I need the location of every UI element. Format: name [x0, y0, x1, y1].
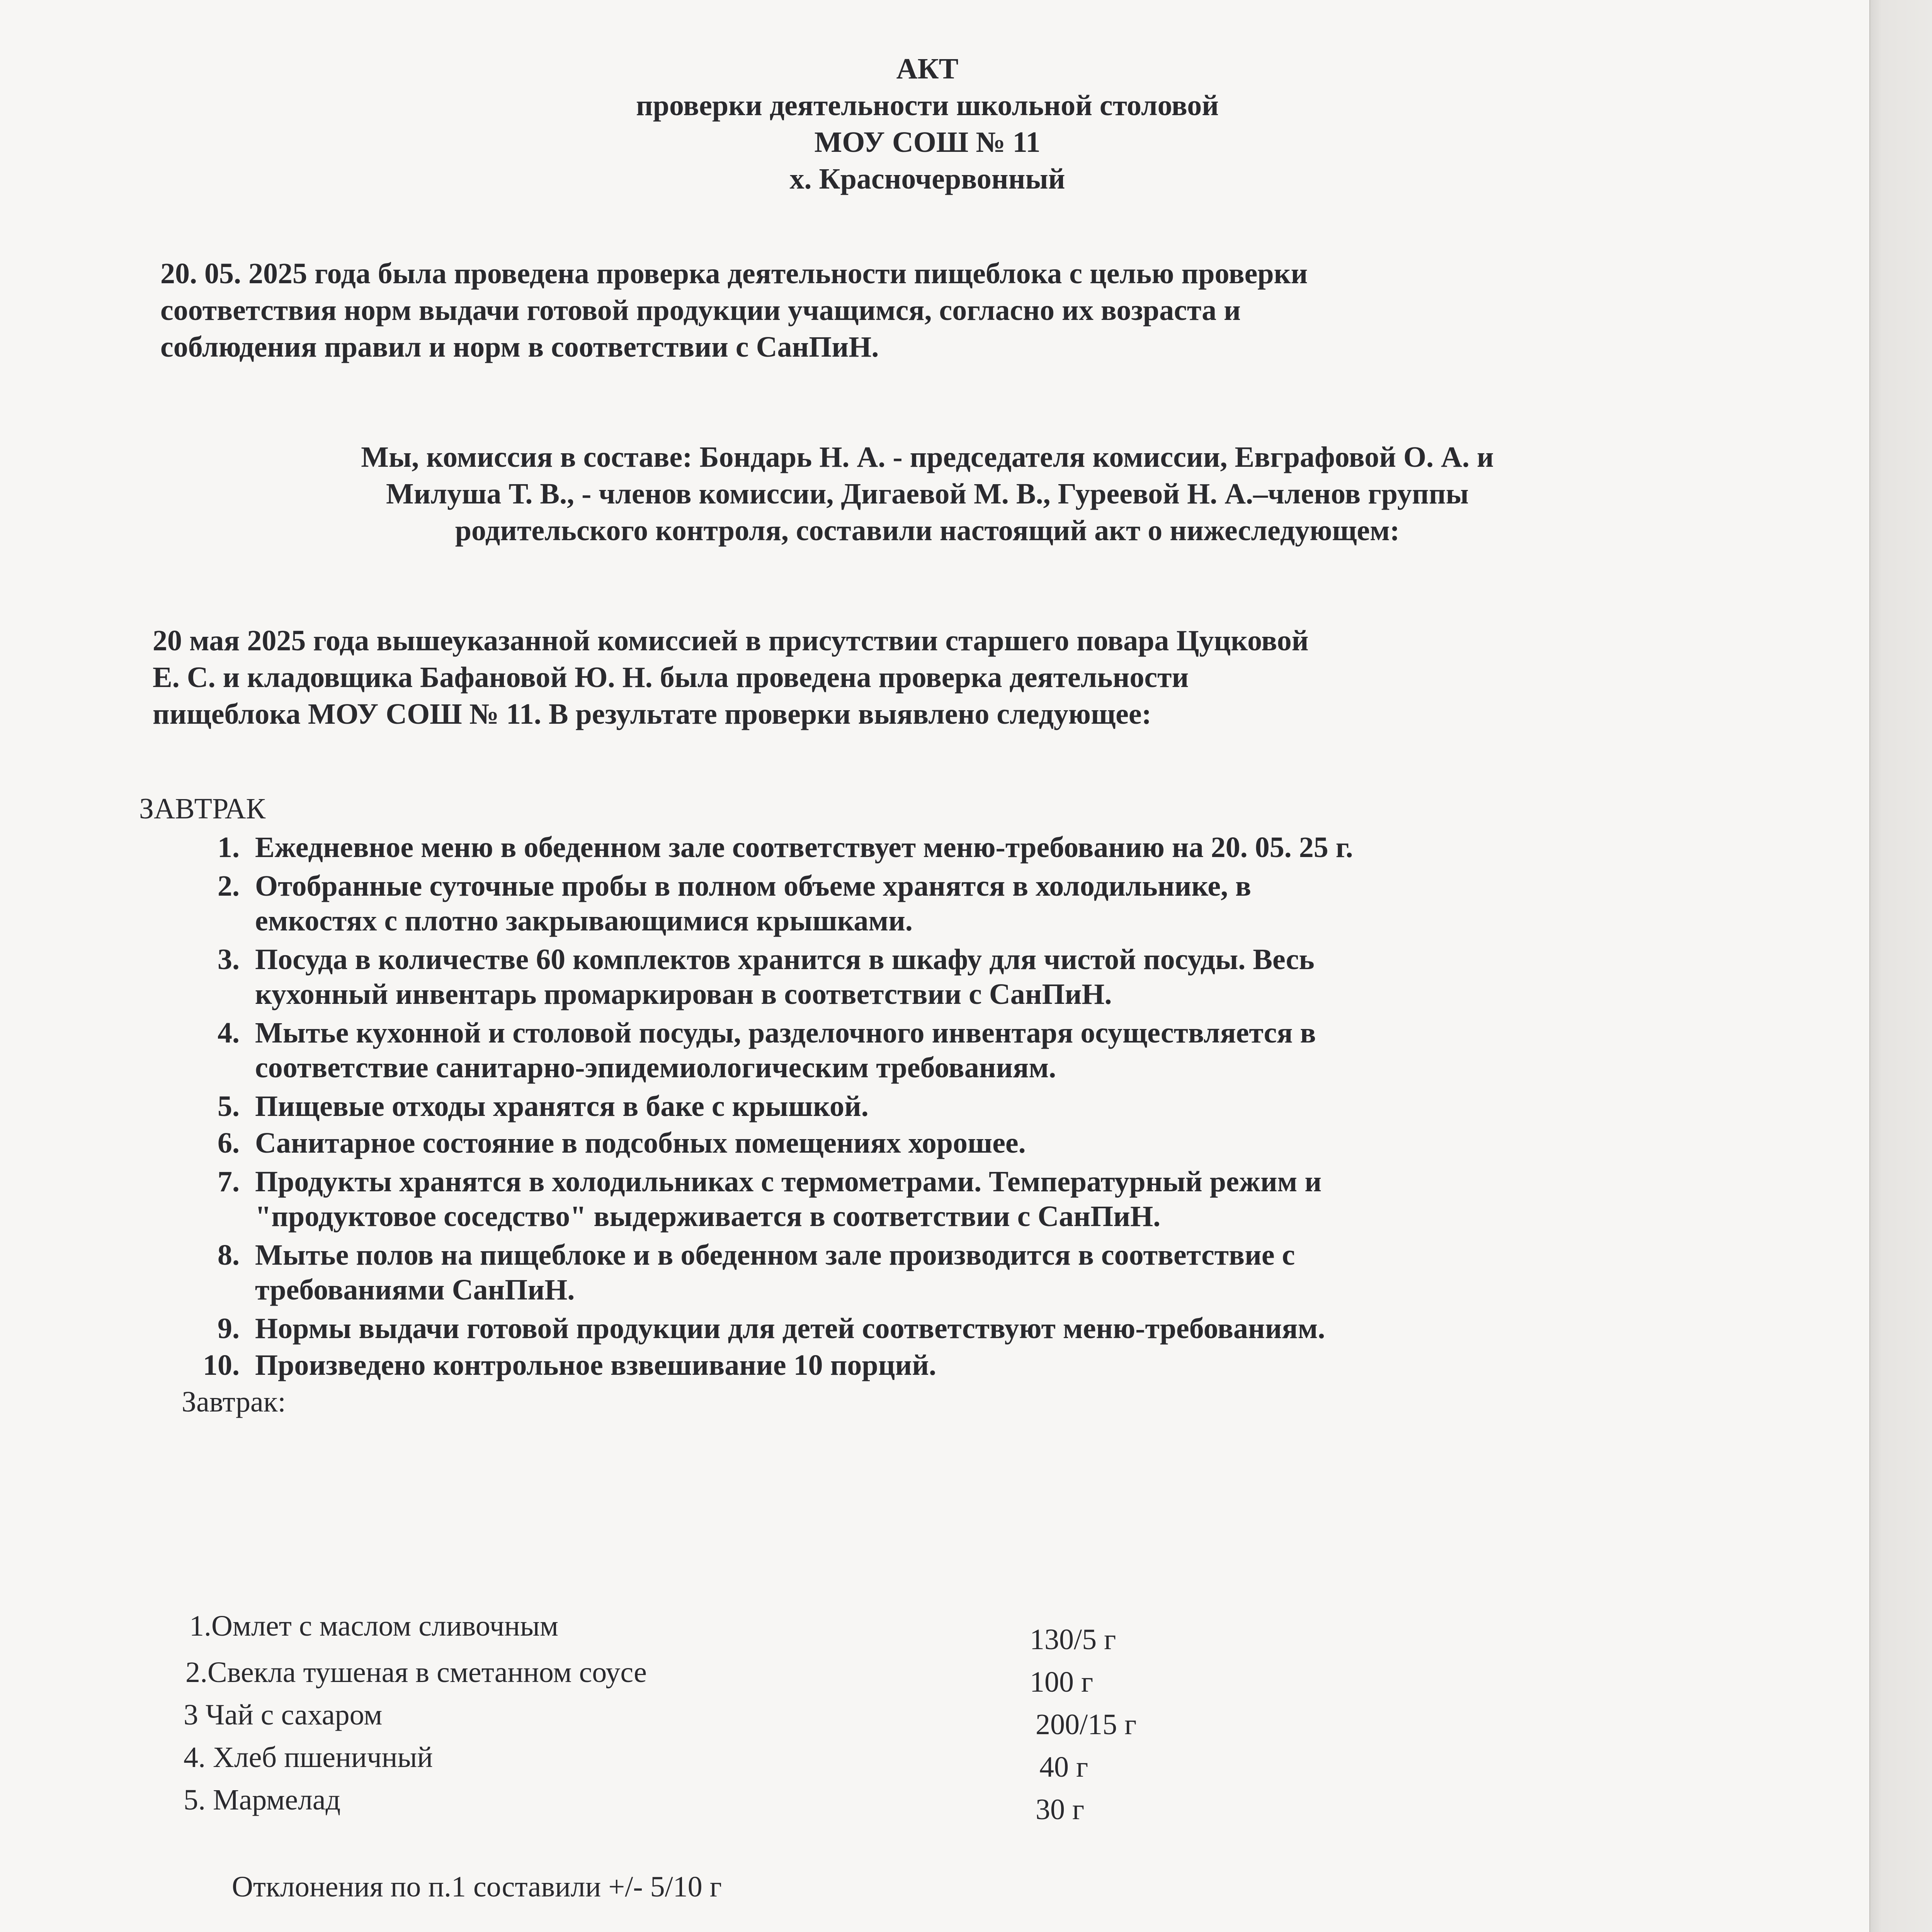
school-location: х. Красночервонный [789, 163, 1065, 195]
menu-item-name-2: 2.Свекла тушеная в сметанном соусе [185, 1656, 647, 1689]
menu-item-name-1: 1.Омлет с маслом сливочным [189, 1610, 558, 1642]
list-item-1: 1. Ежедневное меню в обеденном зале соответствует меню-требованию на 20. 05. 25 г. [218, 831, 1353, 864]
finding-intro-line-1: 20 мая 2025 года вышеуказанной комиссией в присутствии старшего повара Цуцковой [153, 624, 1309, 657]
list-item-6: 6. Санитарное состояние в подсобных помещениях хорошее. [218, 1127, 1026, 1159]
deviation-line-1: Отклонения по п.1 составили +/- 5/10 г [232, 1871, 722, 1903]
list-item-3: 3. Посуда в количестве 60 комплектов хранится в шкафу для чистой посуды. Весь [218, 943, 1315, 976]
list-item-7: 7. Продукты хранятся в холодильниках с термометрами. Температурный режим и [218, 1165, 1322, 1198]
menu-heading: Завтрак: [182, 1386, 286, 1418]
menu-item-weight-2: 100 г [1030, 1666, 1094, 1698]
list-item-5: 5. Пищевые отходы хранятся в баке с крышкой. [218, 1090, 869, 1122]
list-item-10: 10. Произведено контрольное взвешивание 10 порций. [203, 1349, 936, 1381]
section-heading-breakfast: ЗАВТРАК [139, 793, 266, 825]
list-item-8: 8. Мытье полов на пищеблоке и в обеденном зале производится в соответствие с [218, 1239, 1295, 1271]
finding-intro-line-2: Е. С. и кладовщика Бафановой Ю. Н. была проведена проверка деятельности [153, 661, 1189, 694]
menu-item-name-5: 5. Мармелад [184, 1784, 341, 1816]
commission-line-1: Мы, комиссия в составе: Бондарь Н. А. - председателя комиссии, Евграфовой О. А. и [361, 441, 1494, 473]
intro-line-2: соответствия норм выдачи готовой продукции учащимся, согласно их возраста и [160, 294, 1241, 327]
commission-line-3: родительского контроля, составили настоящий акт о нижеследующем: [455, 514, 1400, 547]
menu-item-weight-5: 30 г [1036, 1793, 1085, 1826]
list-item-8-cont: требованиями СанПиН. [255, 1274, 575, 1306]
list-item-7-cont: "продуктовое соседство" выдерживается в соответствии с СанПиН. [255, 1200, 1161, 1233]
scanner-bed-margin [1870, 0, 1932, 1932]
list-item-3-cont: кухонный инвентарь промаркирован в соответствии с СанПиН. [255, 978, 1112, 1010]
intro-line-1: 20. 05. 2025 года была проведена проверка деятельности пищеблока с целью проверки [160, 257, 1308, 290]
list-item-9: 9. Нормы выдачи готовой продукции для детей соответствуют меню-требованиям. [218, 1312, 1325, 1345]
list-item-4: 4. Мытье кухонной и столовой посуды, разделочного инвентаря осуществляется в [218, 1017, 1316, 1049]
menu-item-name-3: 3 Чай с сахаром [184, 1699, 383, 1731]
finding-intro-line-3: пищеблока МОУ СОШ № 11. В результате проверки выявлено следующее: [153, 698, 1151, 730]
document-title: АКТ [896, 53, 959, 85]
list-item-2: 2. Отобранные суточные пробы в полном объеме хранятся в холодильнике, в [218, 870, 1251, 902]
menu-item-weight-1: 130/5 г [1030, 1623, 1116, 1656]
commission-line-2: Милуша Т. В., - членов комиссии, Дигаевой М. В., Гуреевой Н. А.–членов группы [386, 478, 1469, 510]
list-item-4-cont: соответствие санитарно-эпидемиологическим требованиям. [255, 1051, 1056, 1084]
menu-item-weight-3: 200/15 г [1036, 1708, 1137, 1741]
menu-item-weight-4: 40 г [1039, 1751, 1088, 1783]
intro-line-3: соблюдения правил и норм в соответствии с СанПиН. [160, 331, 879, 363]
document-subtitle: проверки деятельности школьной столовой [636, 89, 1219, 122]
school-name: МОУ СОШ № 11 [814, 126, 1041, 158]
menu-item-name-4: 4. Хлеб пшеничный [184, 1741, 433, 1774]
list-item-2-cont: емкостях с плотно закрывающимися крышками. [255, 905, 913, 937]
